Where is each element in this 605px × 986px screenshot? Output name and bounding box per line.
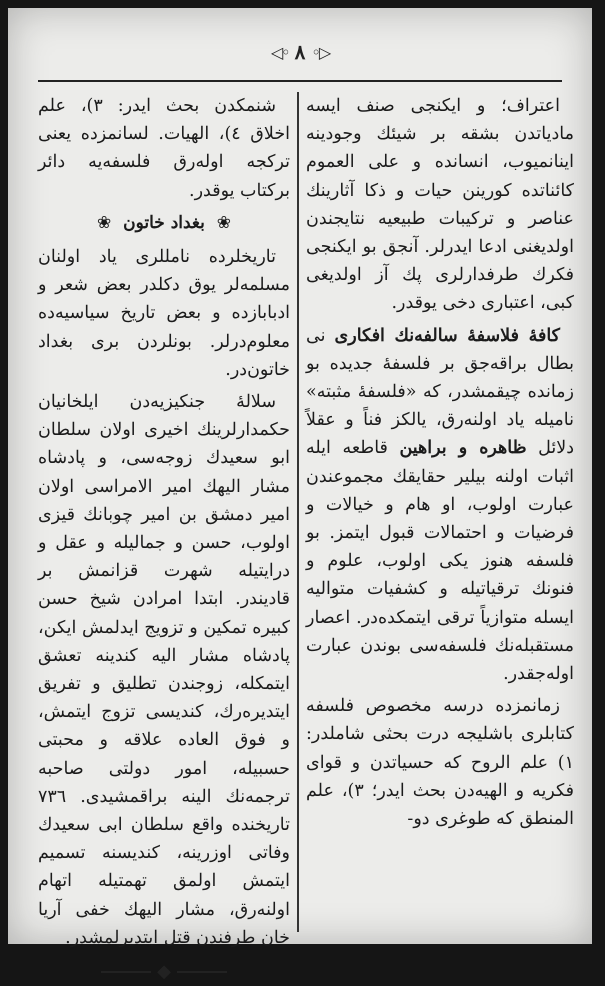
flower-ornament-icon: ❀ <box>216 212 232 233</box>
header-rule <box>38 80 562 82</box>
page-number: ٨ <box>294 40 306 64</box>
right-paragraph-2-text: نی بطال براقه‌جق بر فلسفهٔ جدیده بو زمانده چیقمشدر، که «فلسفهٔ مثبته» نامیله یاد اولنه‌رق، یالکز فناً و عقلاً دلائل <box>306 325 574 459</box>
ornament-left-icon: ◁◦ <box>270 42 289 62</box>
document-page <box>8 8 592 983</box>
right-paragraph-2-bold: کافهٔ فلاسفهٔ سالفه‌نك افکاری <box>334 325 560 346</box>
right-paragraph-2-bold-2: ظاهره و براهین <box>399 438 527 459</box>
right-paragraph-2-end: قاطعه ایله اثبات اولنه بیلیر حقایقك مجموعندن عبارت اولوب، او هام و خیالات و فرضیات و احتمالات قبول ایتمز. بو فلسفه هنوز یکی اولوب، علوم و فنونك ترقیاتیله و کشفیات متوالیه ایسله متوازیاً ترقی ایتمکده‌در. اعصار مستقبله‌نك فلسفه‌سی بوندن عبارت اوله‌جقدر. <box>306 438 574 685</box>
right-paragraph-3: زمانمزده درسه مخصوص فلسفه کتابلری باشلیجه درت بحثی شاملدر: ١) علم الروح که حسیاتدن و قوای فکریه و الهیه‌دن بحث ایدر؛ ٣)، علم المنطق که طوغری دو- <box>306 696 574 830</box>
end-rule-left <box>177 971 227 973</box>
section-heading-text: بغداد خاتون <box>123 212 205 233</box>
left-column <box>38 92 290 986</box>
column-divider <box>297 92 299 932</box>
section-heading <box>38 209 290 237</box>
left-paragraph-0: شنمکدن بحث ایدر: ٣)، علم اخلاق ٤)، الهیات. لسانمزده یعنی ترکجه اوله‌رق فلسفه‌یه دائر برکتاب یوقدر. <box>38 96 290 201</box>
right-paragraph-2 <box>306 322 574 689</box>
page-header <box>8 32 592 72</box>
left-paragraph-1: تاریخلرده نامللری یاد اولنان مسلمه‌لر یوق دکلدر بعض شعر و ادبابازده و بعض تاریخ سیاسیه‌ده معلوم‌درلر. بونلردن بری بغداد خاتون‌در. <box>38 247 290 380</box>
right-column <box>306 92 574 837</box>
diamond-icon: ◆ <box>157 961 171 983</box>
ornament-right-icon: ◦▷ <box>311 42 330 62</box>
end-rule-right <box>101 971 151 973</box>
left-paragraph-2: سلالهٔ جنکیزیه‌دن ایلخانیان حکمدارلرینك اخیری اولان سلطان ابو سعیدك زوجه‌سی، و پادشاه مشار الیهك امیر الامراسی اولان امیر دمشق بن امیر چوبانك قیزی اولوب، حسن و جمالیله و عقل و درایتیله شهرت قزانمش بر قادیندر. ابتدا امرادن شیخ حسن کبیره تمکین و تزویج ایدلمش ایکن، پادشاه مشار الیه کندینه تعشق ایتمکله، زوجندن تطلیق و تفریق ایتدیره‌رك، کندیسی تزوج ایتمش، و فوق العاده علاقه و محبتی حسبیله، امور دولتی صاحبه ترجمه‌نك الینه براقمشیدی. ٧٣٦ تاریخنده واقع سلطان ابی سعیدك وفاتی اوزرینه، کندیسنه تسمیم ایتمش اولمق تهمتیله اتهام اولنه‌رق، مشار الیهك خفی آریا خان طرفندن قتل ایتدیرلمشدر. <box>38 392 290 948</box>
flower-ornament-icon: ❀ <box>96 212 112 233</box>
right-paragraph-1: اعتراف؛ و ایکنجی صنف ایسه مادیاتدن بشقه بر شیئك وجودینه اینانمیوب، انسانده و علی العموم کائناتده کورینن حیات و ذکا آثارینك عناصر و ترکیبات طبیعیه نتایجندن اولدیغنی ادعا ایدرلر. آنجق بو ایکنجی فکرك طرفدارلری پك آز اولدیغی کبی، اعتباری دخی یوقدر. <box>306 96 574 314</box>
end-ornament <box>38 958 290 986</box>
